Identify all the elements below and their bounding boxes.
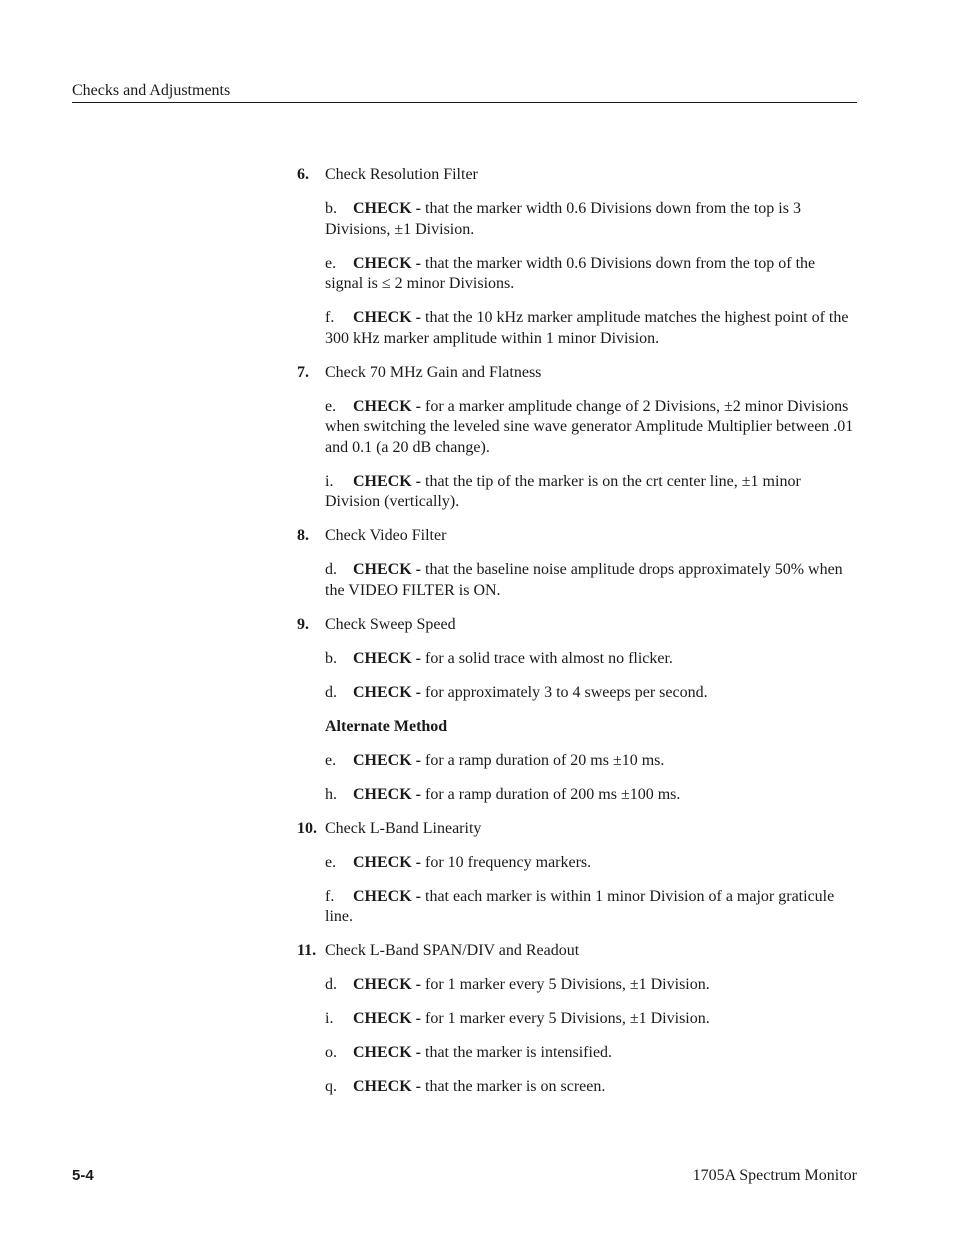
- step-title: Check Resolution Filter: [325, 166, 478, 183]
- check-label: CHECK -: [353, 200, 421, 217]
- check-item: [325, 649, 857, 670]
- item-letter: h.: [325, 785, 337, 803]
- check-item: [325, 683, 857, 704]
- item-letter: b.: [325, 649, 337, 667]
- item-letter: e.: [325, 254, 337, 272]
- item-letter: i.: [325, 472, 334, 490]
- step-number: 9.: [297, 615, 309, 633]
- alternate-method-heading: Alternate Method: [325, 717, 448, 735]
- step-title: Check Video Filter: [325, 527, 447, 544]
- step-number: 6.: [297, 166, 309, 183]
- check-label: CHECK -: [353, 254, 421, 272]
- step-7: [297, 363, 857, 384]
- item-letter: o.: [325, 1044, 337, 1061]
- item-letter: d.: [325, 976, 337, 993]
- check-label: CHECK -: [353, 887, 421, 905]
- item-letter: e.: [325, 853, 337, 871]
- step-9: [297, 615, 857, 636]
- check-text: that the marker is intensified.: [425, 1044, 613, 1061]
- item-letter: i.: [325, 1010, 334, 1027]
- procedure-content: [297, 165, 857, 1111]
- check-text: for a ramp duration of 200 ms ±100 ms.: [425, 785, 681, 803]
- check-text: that the 10 kHz marker amplitude matches the highest point of the 300 kHz marker amplitude within 1 minor Division.: [325, 309, 849, 347]
- check-text: that each marker is within 1 minor Division of a major graticule line.: [325, 887, 835, 925]
- check-item: [325, 1077, 857, 1098]
- check-label: CHECK -: [353, 1044, 421, 1061]
- check-item: [325, 1009, 857, 1030]
- check-text: that the marker is on screen.: [425, 1078, 606, 1095]
- check-item: [325, 397, 857, 459]
- page-header: Checks and Adjustments: [72, 82, 231, 99]
- check-item: [325, 560, 857, 601]
- header-rule: [72, 102, 857, 103]
- check-text: for 1 marker every 5 Divisions, ±1 Division.: [425, 1010, 710, 1027]
- step-title: Check Sweep Speed: [325, 615, 456, 633]
- check-item: [325, 887, 857, 928]
- item-letter: f.: [325, 887, 335, 905]
- step-11: [297, 941, 857, 962]
- check-item: [325, 254, 857, 295]
- check-label: CHECK -: [353, 561, 421, 578]
- item-letter: f.: [325, 309, 335, 326]
- check-text: for 10 frequency markers.: [425, 853, 592, 871]
- check-item: [325, 1043, 857, 1064]
- check-label: CHECK -: [353, 976, 421, 993]
- document-title: 1705A Spectrum Monitor: [692, 1167, 857, 1184]
- check-item: [325, 472, 857, 513]
- step-number: 10.: [297, 819, 317, 837]
- step-number: 8.: [297, 527, 309, 544]
- item-letter: e.: [325, 397, 337, 415]
- item-letter: b.: [325, 200, 337, 217]
- check-item: [325, 785, 857, 806]
- check-item: [325, 308, 857, 349]
- check-label: CHECK -: [353, 785, 421, 803]
- check-text: that the tip of the marker is on the crt center line, ±1 minor Division (vertically).: [325, 472, 801, 510]
- check-text: that the marker width 0.6 Divisions down from the top of the signal is ≤ 2 minor Divisions.: [325, 254, 816, 292]
- check-text: for a ramp duration of 20 ms ±10 ms.: [425, 751, 665, 769]
- check-label: CHECK -: [353, 853, 421, 871]
- check-label: CHECK -: [353, 397, 421, 415]
- item-letter: q.: [325, 1078, 337, 1095]
- step-number: 7.: [297, 363, 309, 381]
- check-label: CHECK -: [353, 683, 421, 701]
- check-text: that the baseline noise amplitude drops approximately 50% when the VIDEO FILTER is ON.: [325, 561, 843, 599]
- check-text: that the marker width 0.6 Divisions down from the top is 3 Divisions, ±1 Division.: [325, 200, 801, 238]
- check-text: for approximately 3 to 4 sweeps per second.: [425, 683, 708, 701]
- step-6: [297, 165, 857, 186]
- check-text: for 1 marker every 5 Divisions, ±1 Division.: [425, 976, 710, 993]
- step-title: Check L-Band Linearity: [325, 819, 482, 837]
- check-item: [325, 751, 857, 772]
- check-label: CHECK -: [353, 649, 421, 667]
- check-text: for a marker amplitude change of 2 Divisions, ±2 minor Divisions when switching the leveled sine wave generator Amplitude Multiplier between .01 and 0.1 (a 20 dB change).: [325, 397, 854, 456]
- item-letter: e.: [325, 751, 337, 769]
- check-label: CHECK -: [353, 472, 421, 490]
- check-label: CHECK -: [353, 309, 421, 326]
- step-title: Check 70 MHz Gain and Flatness: [325, 363, 542, 381]
- step-title: Check L-Band SPAN/DIV and Readout: [325, 942, 580, 959]
- step-8: [297, 526, 857, 547]
- page-number: 5-4: [72, 1167, 94, 1184]
- check-item: [325, 199, 857, 240]
- check-item: [325, 853, 857, 874]
- check-label: CHECK -: [353, 1010, 421, 1027]
- check-label: CHECK -: [353, 751, 421, 769]
- item-letter: d.: [325, 683, 337, 701]
- step-number: 11.: [297, 942, 317, 959]
- step-10: [297, 819, 857, 840]
- item-letter: d.: [325, 561, 337, 578]
- check-item: [325, 975, 857, 996]
- check-text: for a solid trace with almost no flicker.: [425, 649, 673, 667]
- check-label: CHECK -: [353, 1078, 421, 1095]
